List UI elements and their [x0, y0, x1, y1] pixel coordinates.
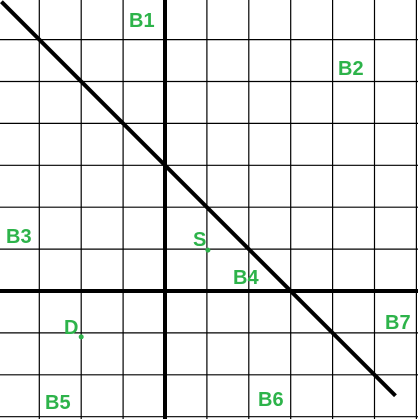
point-s-label: S	[193, 229, 207, 251]
region-b5-label: B5	[45, 392, 71, 414]
region-b3-label: B3	[6, 226, 32, 248]
region-b6-label: B6	[258, 389, 284, 411]
region-b4-label: B4	[233, 267, 259, 289]
region-b7-label: B7	[385, 312, 411, 334]
point-d-marker	[79, 334, 84, 339]
region-b2-label: B2	[338, 58, 364, 80]
point-d-label: D	[64, 317, 79, 339]
region-b1-label: B1	[129, 10, 155, 32]
